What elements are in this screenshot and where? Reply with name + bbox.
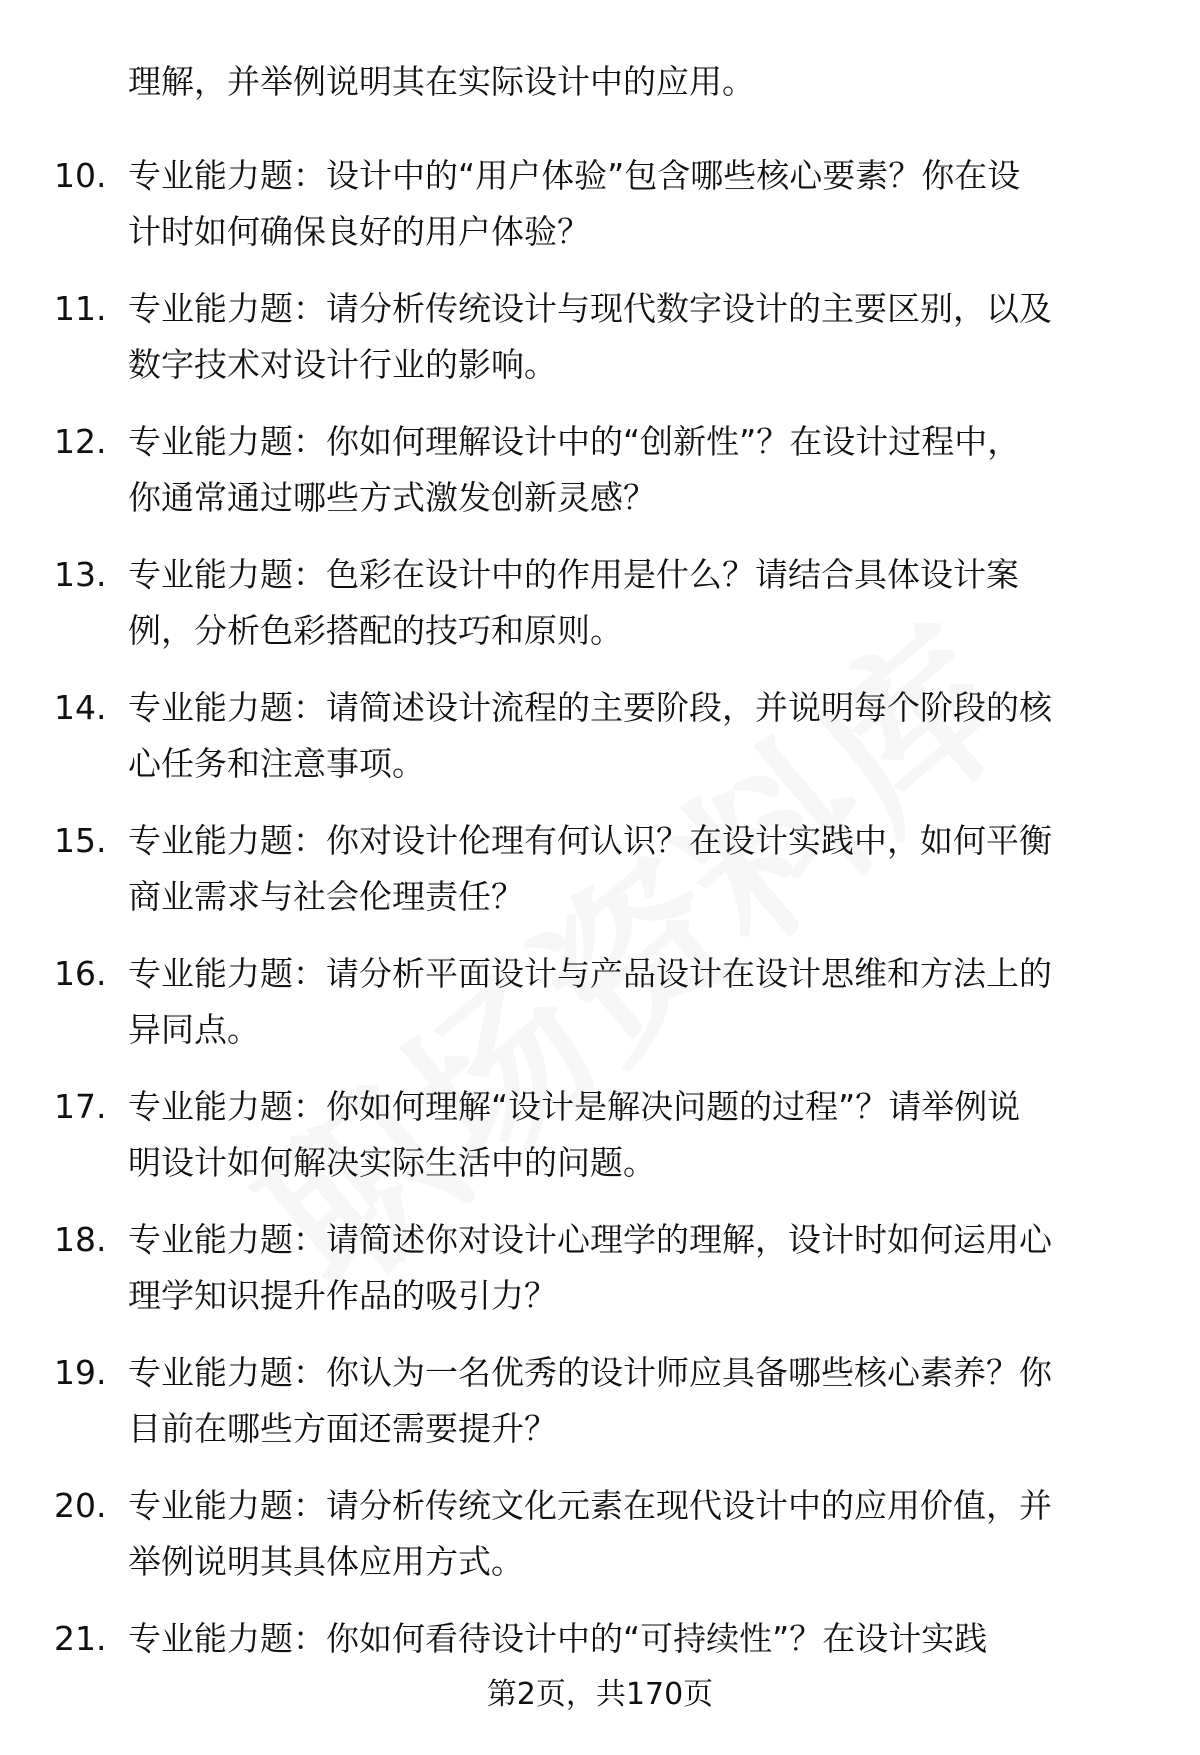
question-line: 专业能力题：你认为一名优秀的设计师应具备哪些核心素养？你 <box>128 1353 1052 1392</box>
question-number: 20. <box>54 1486 107 1525</box>
question-item <box>0 547 1200 680</box>
question-text <box>128 1345 1138 1457</box>
question-line: 例，分析色彩搭配的技巧和原则。 <box>128 611 623 650</box>
question-text <box>128 547 1138 659</box>
question-item <box>0 281 1200 414</box>
question-line: 你通常通过哪些方式激发创新灵感？ <box>128 478 656 517</box>
question-item <box>0 946 1200 1079</box>
question-line: 计时如何确保良好的用户体验？ <box>128 212 590 251</box>
question-text <box>128 1478 1138 1590</box>
question-item <box>0 1079 1200 1212</box>
question-line: 商业需求与社会伦理责任？ <box>128 877 524 916</box>
question-line: 心任务和注意事项。 <box>128 744 425 783</box>
question-item <box>0 680 1200 813</box>
question-line: 专业能力题：请分析传统设计与现代数字设计的主要区别，以及 <box>128 289 1052 328</box>
question-number: 12. <box>54 422 107 461</box>
page-footer: 第2页，共170页 <box>486 1677 714 1712</box>
question-line: 异同点。 <box>128 1010 260 1049</box>
question-text <box>128 813 1138 925</box>
question-line: 理学知识提升作品的吸引力？ <box>128 1276 557 1315</box>
question-line: 举例说明其具体应用方式。 <box>128 1542 524 1581</box>
question-line: 专业能力题：你对设计伦理有何认识？在设计实践中，如何平衡 <box>128 821 1052 860</box>
question-text <box>128 1079 1138 1191</box>
question-line: 专业能力题：设计中的“用户体验”包含哪些核心要素？你在设 <box>128 156 1021 195</box>
question-line: 目前在哪些方面还需要提升？ <box>128 1409 557 1448</box>
question-line: 专业能力题：请分析传统文化元素在现代设计中的应用价值，并 <box>128 1486 1052 1525</box>
question-text <box>128 281 1138 393</box>
question-text <box>128 946 1138 1058</box>
question-line: 专业能力题：你如何看待设计中的“可持续性”？在设计实践 <box>128 1619 988 1658</box>
question-number: 17. <box>54 1087 107 1126</box>
question-line: 专业能力题：色彩在设计中的作用是什么？请结合具体设计案 <box>128 555 1019 594</box>
question-item <box>0 1478 1200 1611</box>
question-item <box>0 813 1200 946</box>
question-item <box>0 148 1200 281</box>
question-line: 专业能力题：请分析平面设计与产品设计在设计思维和方法上的 <box>128 954 1052 993</box>
question-text <box>128 148 1138 260</box>
question-text <box>128 680 1138 792</box>
question-line: 专业能力题：请简述设计流程的主要阶段，并说明每个阶段的核 <box>128 688 1052 727</box>
question-item <box>0 1212 1200 1345</box>
question-item <box>0 1345 1200 1478</box>
question-number: 19. <box>54 1353 107 1392</box>
question-number: 13. <box>54 555 107 594</box>
question-line: 专业能力题：你如何理解设计中的“创新性”？在设计过程中， <box>128 422 1021 461</box>
question-number: 16. <box>54 954 107 993</box>
question-number: 10. <box>54 156 107 195</box>
question-number: 11. <box>54 289 107 328</box>
question-item <box>0 414 1200 547</box>
question-number: 18. <box>54 1220 107 1259</box>
question-line: 专业能力题：请简述你对设计心理学的理解，设计时如何运用心 <box>128 1220 1052 1259</box>
question-list <box>0 148 1200 1744</box>
question-line: 明设计如何解决实际生活中的问题。 <box>128 1143 656 1182</box>
question-text <box>128 1611 1138 1667</box>
question-line: 专业能力题：你如何理解“设计是解决问题的过程”？请举例说 <box>128 1087 1021 1126</box>
question-line: 数字技术对设计行业的影响。 <box>128 345 557 384</box>
continuation-text: 理解，并举例说明其在实际设计中的应用。 <box>128 62 755 101</box>
question-text <box>128 1212 1138 1324</box>
question-number: 15. <box>54 821 107 860</box>
question-number: 21. <box>54 1619 107 1658</box>
question-text <box>128 414 1138 526</box>
question-number: 14. <box>54 688 107 727</box>
